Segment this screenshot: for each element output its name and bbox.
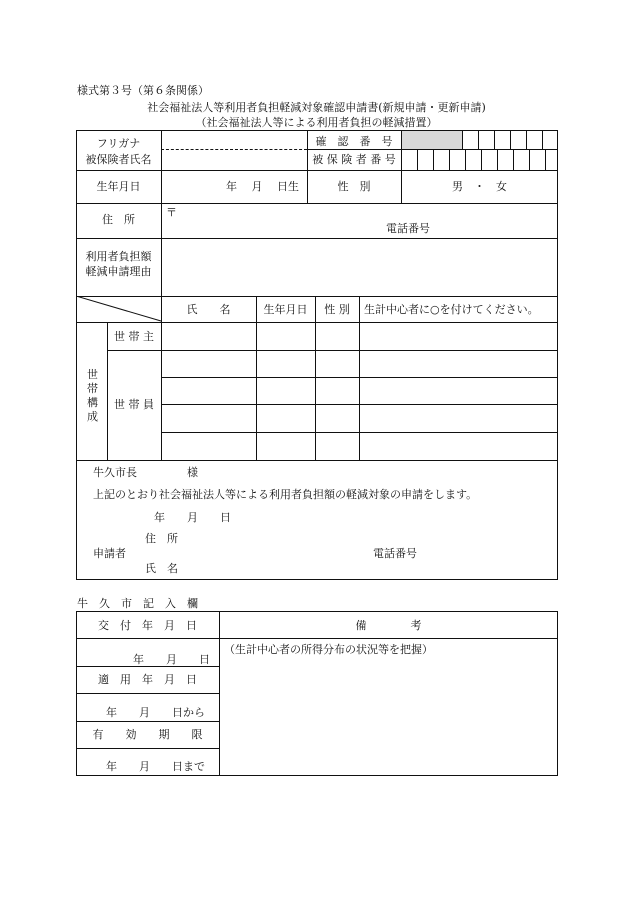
remarks-label: 備 考 — [355, 619, 422, 632]
postal-mark: 〒 — [166, 206, 177, 219]
confirm-number-label: 確 認 番 号 — [315, 135, 393, 148]
furigana-label: フリガナ — [96, 137, 141, 150]
diagonal-cell — [76, 296, 162, 322]
addressee: 牛久市長 — [93, 466, 137, 479]
gender-options[interactable]: 男 ・ 女 — [452, 180, 507, 193]
household-col-note: 生計中心者に○を付けてください。 — [364, 303, 539, 316]
insured-number-label: 被 保 険 者 番 号 — [312, 153, 396, 166]
address-label: 住 所 — [102, 213, 135, 226]
declaration-statement: 上記のとおり社会福祉法人等による利用者負担額の軽減対象の申請をします。 — [93, 488, 478, 501]
declarant-name-label: 氏 名 — [145, 562, 178, 575]
insured-name-label: 被保険者氏名 — [85, 153, 152, 166]
form-number: 様式第３号（第６条関係） — [77, 84, 209, 97]
household-col-name: 氏 名 — [186, 303, 231, 316]
household-col-gender: 性 別 — [324, 303, 350, 316]
applicant-label: 申請者 — [93, 547, 126, 560]
gender-label: 性 別 — [337, 180, 371, 193]
form-title: 社会福祉法人等利用者負担軽減対象確認申請書(新規申請・更新申請) — [147, 101, 486, 114]
reduction-reason-label-2: 軽減申請理由 — [85, 265, 152, 278]
application-table — [76, 130, 558, 580]
city-section-heading: 牛 久 市 記 入 欄 — [77, 597, 198, 610]
birth-date-value: 年 月 日生 — [226, 180, 299, 193]
household-composition-label: 世帯構成 — [87, 368, 98, 423]
household-col-birth: 生年月日 — [263, 303, 308, 316]
reduction-reason-label-1: 利用者負担額 — [85, 250, 152, 263]
issue-date-value: 年 月 日 — [133, 653, 210, 666]
head-of-household-label: 世 帯 主 — [114, 330, 154, 343]
issue-date-label: 交 付 年 月 日 — [98, 619, 197, 632]
validity-value: 年 月 日まで — [106, 760, 205, 773]
phone-label: 電話番号 — [386, 222, 430, 235]
apply-date-value: 年 月 日から — [106, 706, 205, 719]
validity-label: 有 効 期 限 — [92, 728, 203, 741]
confirm-number-shaded — [402, 131, 462, 149]
declaration-date: 年 月 日 — [154, 511, 231, 524]
honorific: 様 — [187, 466, 198, 479]
form-subtitle: （社会福祉法人等による利用者負担の軽減措置） — [195, 116, 438, 129]
declarant-phone-label: 電話番号 — [373, 547, 417, 560]
declarant-address-label: 住 所 — [145, 532, 178, 545]
household-member-label: 世 帯 員 — [114, 398, 154, 411]
birth-date-label: 生年月日 — [96, 180, 141, 193]
apply-date-label: 適 用 年 月 日 — [98, 673, 197, 686]
remarks-note: （生計中心者の所得分布の状況等を把握） — [224, 643, 433, 656]
